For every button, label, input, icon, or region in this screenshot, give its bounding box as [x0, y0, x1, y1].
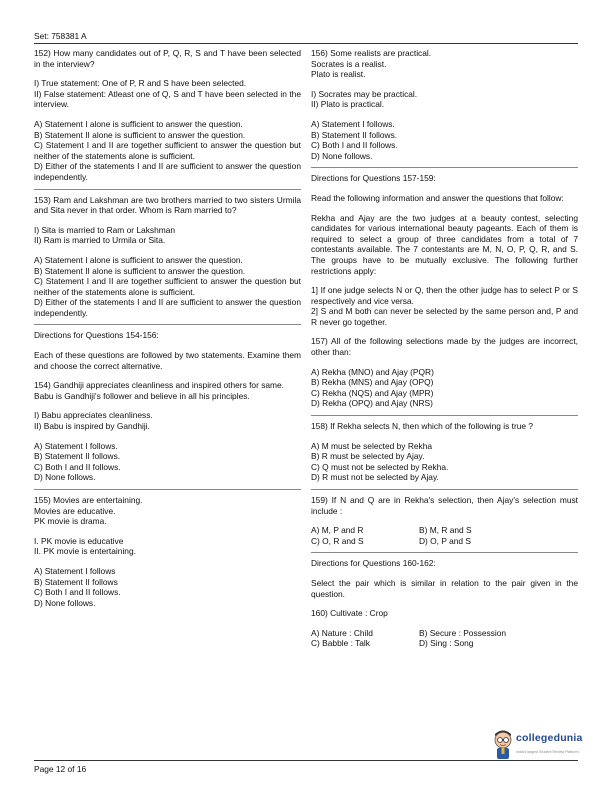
right-column — [311, 48, 578, 649]
option-c: C) Statement I and II are together sufficient to answer the question but neither of the statements alone is sufficient. — [34, 276, 301, 297]
option-a: A) Statement I follows. — [34, 440, 118, 451]
question-text: 156) Some realists are practical. — [311, 48, 432, 58]
directions-157-159 — [311, 173, 578, 327]
question-154 — [34, 380, 301, 483]
question-text: PK movie is drama. — [34, 516, 107, 527]
option-a: A) Rekha (MNO) and Ajay (PQR) — [311, 366, 434, 377]
question-text: 159) If N and Q are in Rekha's selection, then Ajay's selection must include : — [311, 495, 578, 516]
options-row — [311, 525, 578, 536]
directions-title: Directions for Questions 160-162: — [311, 558, 436, 569]
option-d: D) Either of the statements I and II are sufficient to answer the question independently. — [34, 161, 301, 182]
question-text: 152) How many candidates out of P, Q, R, S and T have been selected in the interview? — [34, 48, 301, 69]
option-b: B) M, R and S — [419, 525, 472, 536]
question-158 — [311, 421, 578, 483]
question-152 — [34, 48, 301, 183]
directions-text: Select the pair which is similar in relation to the pair given in the question. — [311, 577, 578, 599]
divider — [34, 324, 301, 325]
directions-intro: Read the following information and answer the questions that follow: — [311, 192, 564, 203]
option-c: C) O, R and S — [311, 535, 364, 546]
left-column — [34, 48, 301, 608]
directions-paragraph: Rekha and Ajay are the two judges at a beauty contest, selecting candidates for various international beauty pageants. Each of them is required to select a group of three candidates from a total of 7 contestants available. The 7 contestants are M, N, O, P, Q, R, and S. The groups have to be mutually exclusive. The following further restrictions apply: — [311, 212, 578, 276]
divider — [34, 189, 301, 190]
question-text: 153) Ram and Lakshman are two brothers married to two sisters Urmila and Sita never in that order. Whom is Ram married to? — [34, 194, 301, 216]
divider — [311, 552, 578, 553]
option-b: B) Statement II alone is sufficient to answer the question. — [34, 129, 246, 140]
option-b: B) Rekha (MNS) and Ajay (OPQ) — [311, 377, 434, 388]
statement-1: I) True statement: One of P, R and S have been selected. — [34, 78, 247, 89]
restriction-1: 1] If one judge selects N or Q, then the other judge has to select P or S respectively and vice versa. — [311, 285, 578, 306]
conclusion-2: II) Plato is practical. — [311, 99, 385, 110]
footer-rule — [34, 760, 578, 761]
question-155 — [34, 495, 301, 608]
question-text: Movies are educative. — [34, 505, 116, 516]
option-d: D) Either of the statements I and II are sufficient to answer the question independently. — [34, 297, 301, 318]
question-text: 155) Movies are entertaining. — [34, 495, 143, 505]
option-d: D) Sing : Song — [419, 638, 474, 649]
option-d: D) None follows. — [34, 597, 96, 608]
option-c: C) Both I and II follows. — [34, 461, 121, 472]
brand-tagline: India's largest Student Review Platform — [516, 750, 579, 754]
option-a: A) Statement I follows — [34, 565, 116, 576]
option-c: C) Both I and II follows. — [34, 587, 121, 598]
question-text: 158) If Rekha selects N, then which of the following is true ? — [311, 421, 534, 432]
statement-2: II) Ram is married to Urmila or Sita. — [34, 235, 166, 246]
divider — [311, 489, 578, 490]
option-d: D) Rekha (OPQ) and Ajay (NRS) — [311, 398, 433, 409]
set-label: Set: 758381 A — [34, 31, 87, 41]
conclusion-2: II) Babu is inspired by Gandhiji. — [34, 421, 150, 432]
option-b: B) Statement II follows — [34, 576, 118, 587]
collegedunia-logo — [492, 730, 584, 764]
question-text: Babu is Gandhiji's follower and believe in all his principles. — [34, 390, 250, 401]
option-b: B) Secure : Possession — [419, 627, 507, 638]
divider — [311, 415, 578, 416]
question-159 — [311, 495, 578, 546]
option-d: D) O, P and S — [419, 535, 471, 546]
question-156 — [311, 48, 578, 161]
option-c: C) Babble : Talk — [311, 638, 370, 649]
directions-text: Each of these questions are followed by two statements. Examine them and choose the correct alternative. — [34, 350, 301, 371]
option-d: D) R must not be selected by Ajay. — [311, 472, 439, 483]
question-157 — [311, 336, 578, 409]
option-b: B) Statement II follows. — [311, 129, 398, 140]
divider — [34, 489, 301, 490]
conclusion-1: I) Socrates may be practical. — [311, 88, 418, 99]
option-c: C) Statement I and II are together sufficient to answer the question but neither of the statements alone is sufficient. — [34, 140, 301, 161]
statement-1: I) Sita is married to Ram or Lakshman — [34, 224, 176, 235]
option-a: A) Statement I alone is sufficient to answer the question. — [34, 118, 243, 129]
question-160 — [311, 608, 578, 649]
option-a: A) M must be selected by Rekha — [311, 440, 433, 451]
option-c: C) Rekha (NQS) and Ajay (MPR) — [311, 387, 434, 398]
directions-154-156 — [34, 330, 301, 371]
restriction-2: 2] S and M both can never be selected by the same person and, P and R never go together. — [311, 306, 578, 327]
question-153 — [34, 195, 301, 319]
option-b: B) Statement II alone is sufficient to answer the question. — [34, 265, 246, 276]
conclusion-2: II. PK movie is entertaining. — [34, 546, 136, 557]
page-number: Page 12 of 16 — [34, 764, 87, 774]
option-d: D) None follows. — [311, 150, 373, 161]
option-c: C) Q must not be selected by Rekha. — [311, 461, 449, 472]
divider — [311, 167, 578, 168]
question-text: Socrates is a realist. — [311, 58, 387, 69]
brand-name: collegedunia — [516, 732, 583, 744]
option-a: A) Statement I follows. — [311, 118, 395, 129]
option-b: B) Statement II follows. — [34, 451, 121, 462]
directions-title: Directions for Questions 157-159: — [311, 173, 436, 184]
question-text: Plato is realist. — [311, 69, 366, 80]
question-text: 157) All of the following selections made by the judges are incorrect, other than: — [311, 336, 578, 358]
option-a: A) Nature : Child — [311, 627, 373, 638]
question-text: 154) Gandhiji appreciates cleanliness and inspired others for same. — [34, 380, 284, 391]
conclusion-1: I. PK movie is educative — [34, 535, 124, 546]
mascot-icon — [492, 730, 514, 760]
directions-title: Directions for Questions 154-156: — [34, 330, 159, 341]
option-d: D) None follows. — [34, 472, 96, 483]
question-text: 160) Cultivate : Crop — [311, 608, 388, 619]
statement-2: II) False statement: Atleast one of Q, S and T have been selected in the interview. — [34, 88, 301, 110]
options-row — [311, 536, 578, 547]
option-b: B) R must be selected by Ajay. — [311, 451, 425, 462]
option-a: A) M, P and R — [311, 525, 364, 536]
directions-160-162 — [311, 558, 578, 599]
options-row — [311, 638, 578, 649]
option-c: C) Both I and II follows. — [311, 140, 398, 151]
options-row — [311, 628, 578, 639]
conclusion-1: I) Babu appreciates cleanliness. — [34, 410, 153, 421]
option-a: A) Statement I alone is sufficient to answer the question. — [34, 254, 243, 265]
header-rule — [34, 43, 578, 44]
